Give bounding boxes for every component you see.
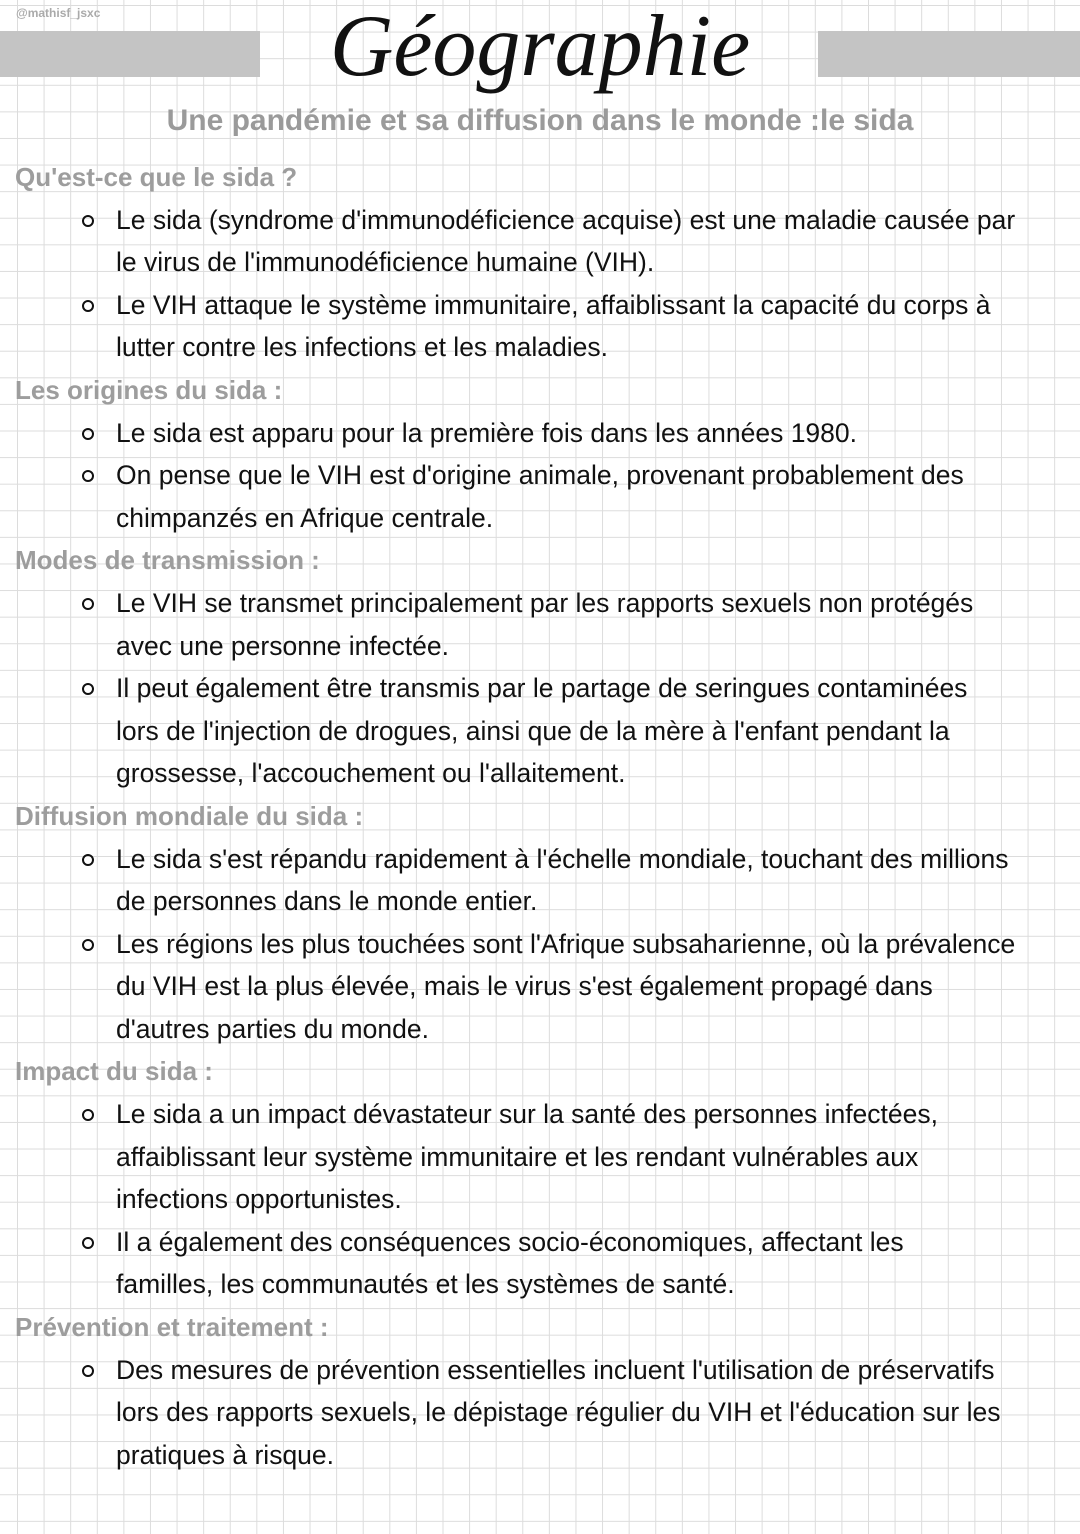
bullet-item: [0, 284, 1080, 327]
bullet-circle-icon: [82, 470, 94, 482]
bullet-text: avec une personne infectée.: [116, 630, 449, 661]
bullet-item-continuation: [0, 880, 1080, 923]
author-handle: @mathisf_jsxc: [16, 6, 101, 20]
section-heading: Diffusion mondiale du sida :: [15, 800, 364, 831]
bullet-item-continuation: [0, 1136, 1080, 1179]
bullet-item-continuation: [0, 710, 1080, 753]
bullet-item-continuation: [0, 1434, 1080, 1477]
bullet-text: affaiblissant leur système immunitaire et les rendant vulnérables aux: [116, 1141, 919, 1172]
bullet-text: infections opportunistes.: [116, 1184, 402, 1215]
bullet-circle-icon: [82, 939, 94, 951]
bullet-item: [0, 923, 1080, 966]
bullet-text: Il a également des conséquences socio-économiques, affectant les: [116, 1226, 904, 1257]
bullet-text: chimpanzés en Afrique centrale.: [116, 502, 494, 533]
bullet-item: [0, 1221, 1080, 1264]
bullet-circle-icon: [82, 1109, 94, 1121]
bullet-item: [0, 667, 1080, 710]
bullet-circle-icon: [82, 598, 94, 610]
bullet-text: le virus de l'immunodéficience humaine (VIH).: [116, 247, 655, 278]
section-heading: Prévention et traitement :: [15, 1312, 329, 1343]
bullet-item-continuation: [0, 326, 1080, 369]
bullet-item-continuation: [0, 1008, 1080, 1051]
bullet-text: On pense que le VIH est d'origine animale, provenant probablement des: [116, 460, 964, 491]
bullet-circle-icon: [82, 428, 94, 440]
page-title: Géographie: [329, 0, 751, 95]
bullet-text: lutter contre les infections et les maladies.: [116, 332, 608, 363]
bullet-item: [0, 1093, 1080, 1136]
bullet-text: Le VIH attaque le système immunitaire, affaiblissant la capacité du corps à: [116, 289, 991, 320]
bullet-item-continuation: [0, 752, 1080, 795]
section-heading: Impact du sida :: [15, 1056, 213, 1087]
bullet-circle-icon: [82, 300, 94, 312]
bullet-text: Le sida est apparu pour la première fois dans les années 1980.: [116, 417, 858, 448]
bullet-text: Les régions les plus touchées sont l'Afrique subsaharienne, où la prévalence: [116, 928, 1016, 959]
bullet-item: [0, 838, 1080, 881]
bullet-circle-icon: [82, 1365, 94, 1377]
bullet-item-continuation: [0, 1178, 1080, 1221]
bullet-circle-icon: [82, 683, 94, 695]
bullet-item-continuation: [0, 625, 1080, 668]
bullet-item-continuation: [0, 1263, 1080, 1306]
bullet-item: [0, 199, 1080, 242]
bullet-item: [0, 412, 1080, 455]
bullet-item-continuation: [0, 965, 1080, 1008]
bullet-text: lors de l'injection de drogues, ainsi que de la mère à l'enfant pendant la: [116, 715, 950, 746]
bullet-circle-icon: [82, 215, 94, 227]
bullet-item: [0, 582, 1080, 625]
bullet-circle-icon: [82, 1237, 94, 1249]
bullet-text: lors des rapports sexuels, le dépistage régulier du VIH et l'éducation sur les: [116, 1397, 1001, 1428]
bullet-text: pratiques à risque.: [116, 1439, 335, 1470]
bullet-text: familles, les communautés et les systèmes de santé.: [116, 1269, 735, 1300]
title-bar-left: [0, 31, 260, 77]
section-heading: Modes de transmission :: [15, 545, 320, 576]
bullet-text: de personnes dans le monde entier.: [116, 886, 538, 917]
bullet-text: Le sida s'est répandu rapidement à l'échelle mondiale, touchant des millions: [116, 843, 1009, 874]
bullet-item-continuation: [0, 241, 1080, 284]
section-heading: Les origines du sida :: [15, 374, 283, 405]
section-heading: Qu'est-ce que le sida ?: [15, 162, 298, 192]
bullet-text: Des mesures de prévention essentielles incluent l'utilisation de préservatifs: [116, 1354, 995, 1385]
bullet-item: [0, 1349, 1080, 1392]
bullet-circle-icon: [82, 854, 94, 866]
bullet-text: Le sida (syndrome d'immunodéficience acquise) est une maladie causée par: [116, 204, 1016, 235]
bullet-item: [0, 454, 1080, 497]
bullet-text: Le VIH se transmet principalement par les rapports sexuels non protégés: [116, 587, 974, 618]
bullet-item-continuation: [0, 1391, 1080, 1434]
bullet-text: grossesse, l'accouchement ou l'allaitement.: [116, 758, 626, 789]
notes-content: [0, 156, 1080, 1476]
bullet-text: Le sida a un impact dévastateur sur la santé des personnes infectées,: [116, 1099, 938, 1130]
bullet-text: d'autres parties du monde.: [116, 1013, 429, 1044]
title-bar-right: [818, 31, 1080, 77]
bullet-item-continuation: [0, 497, 1080, 540]
page-subtitle: Une pandémie et sa diffusion dans le monde :le sida: [166, 104, 914, 137]
bullet-text: Il peut également être transmis par le partage de seringues contaminées: [116, 673, 968, 704]
bullet-text: du VIH est la plus élevée, mais le virus s'est également propagé dans: [116, 971, 933, 1002]
